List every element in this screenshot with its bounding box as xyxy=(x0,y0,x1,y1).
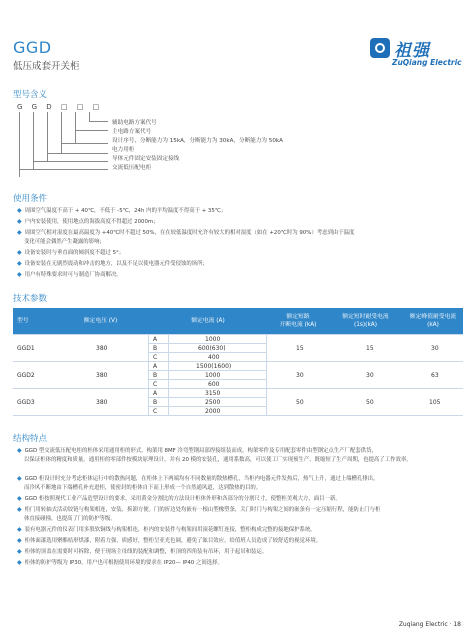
tree-line xyxy=(89,112,90,121)
structure-item xyxy=(17,495,457,503)
structure-item-continuation: 体直接碰撞，也提高了门的防护等级。 xyxy=(24,516,116,522)
condition-item-continuation: 变化可能会偶然产生凝露的影响； xyxy=(24,239,105,245)
table-cell-variant: C xyxy=(153,408,158,415)
tree-connector xyxy=(33,161,108,162)
table-cell-variant: A xyxy=(153,363,158,370)
table-cell-break: 15 xyxy=(296,345,304,352)
diamond-bullet-icon: ◆ xyxy=(17,495,22,502)
logo-mark-icon xyxy=(370,38,390,58)
structure-text: 柜门用转轴式活动铰链与构架相连，安装、拆卸方便。门的折边处均嵌有一根山型橡塑条，关门时门与构架之间的嵌条有一定压缩行程，能防止门与柜 xyxy=(24,507,381,513)
table-cell-voltage: 380 xyxy=(96,372,108,379)
row-divider xyxy=(148,397,266,398)
condition-text: 用户有特殊要求时可与制造厂协商解决。 xyxy=(24,272,122,278)
condition-text: 设备安装时与垂直面的倾斜度不超过 5°； xyxy=(24,250,125,256)
tree-connector xyxy=(89,121,108,122)
diamond-bullet-icon: ◆ xyxy=(17,548,22,555)
logo-chinese-text: 祖强 xyxy=(394,41,430,61)
structure-item xyxy=(17,548,457,556)
condition-text: 设备安装在无剧烈震动和冲击的地方，以及不足以使电器元件受侵蚀的场所； xyxy=(24,261,208,267)
col-header-peak: 额定峰值耐受电流 (kA) xyxy=(409,314,457,328)
diamond-bullet-icon: ◆ xyxy=(17,218,22,225)
col-header-break: 额定短路 开断电流 (kA) xyxy=(279,314,317,328)
logo-english-text: ZuQiang Electric xyxy=(392,58,462,67)
structure-item xyxy=(17,506,457,514)
structure-item xyxy=(17,475,457,483)
structure-item xyxy=(17,559,457,567)
structure-text: GGD 型交流低压配电柜的柜体采用通用柜的形式，构架用 8MF 冷弯型钢局部焊接组装而成，构架零件及专用配套零件由型钢定点生产厂配套供货， xyxy=(24,448,377,454)
condition-item xyxy=(17,218,457,226)
table-cell-model: GGD2 xyxy=(17,372,35,379)
tree-connector xyxy=(61,143,108,144)
table-cell-current: 600 xyxy=(208,381,220,388)
row-divider xyxy=(148,379,266,380)
structure-text: 柜体面漆选用聚酯桔形烘漆，附着力强，质感好，整柜呈亚光色调，避免了眩目效应，给值班人员造成了较舒适的视觉环境。 xyxy=(24,538,322,544)
table-cell-variant: C xyxy=(153,354,158,361)
page-subtitle: 低压成套开关柜 xyxy=(13,61,80,72)
table-cell-short: 15 xyxy=(366,345,374,352)
tree-line xyxy=(19,112,20,177)
model-item-design-number: 设计序号，分断能力为 15kA，分断能力为 30kA，分断能力为 50kA xyxy=(112,138,283,144)
col-header-model: 型号 xyxy=(17,318,29,324)
table-cell-current: 400 xyxy=(208,354,220,361)
row-divider xyxy=(13,388,463,389)
table-cell-variant: B xyxy=(153,372,158,379)
table-cell-current: 1000 xyxy=(205,372,221,379)
table-cell-variant: A xyxy=(153,390,158,397)
diamond-bullet-icon: ◆ xyxy=(17,271,22,278)
diamond-bullet-icon: ◆ xyxy=(17,249,22,256)
diamond-bullet-icon: ◆ xyxy=(17,475,22,482)
row-divider xyxy=(148,406,266,407)
tree-line xyxy=(61,112,62,153)
model-item-ac-low-voltage: 交流低压配电柜 xyxy=(112,165,152,171)
condition-item xyxy=(17,249,457,257)
condition-item xyxy=(17,271,457,279)
structure-text: 装有电器元件的仪表门用多股软铜线与构架相连，柜内的安装件与构架间用滚花螺钉连接，整柜构成完整的接地保护系统。 xyxy=(24,527,316,533)
table-cell-current: 2000 xyxy=(205,408,221,415)
row-divider xyxy=(13,334,463,335)
diamond-bullet-icon: ◆ xyxy=(17,447,22,454)
section-heading-model: 型号含义 xyxy=(13,90,48,100)
col-divider xyxy=(266,334,267,415)
row-divider xyxy=(13,361,463,362)
brand-logo xyxy=(370,38,465,70)
table-cell-current: 1000 xyxy=(205,336,221,343)
table-cell-peak: 105 xyxy=(429,399,441,406)
col-header-current: 额定电流 (A) xyxy=(191,318,225,324)
structure-item xyxy=(17,526,457,534)
table-cell-variant: B xyxy=(153,399,158,406)
model-item-power-cabinet: 电力用柜 xyxy=(112,147,135,153)
table-cell-variant: A xyxy=(153,336,158,343)
table-cell-peak: 30 xyxy=(431,345,439,352)
condition-text: 户内安装使用，使用地点的海拔高度不得超过 2000m； xyxy=(24,219,159,225)
diamond-bullet-icon: ◆ xyxy=(17,537,22,544)
table-cell-variant: B xyxy=(153,345,158,352)
structure-item xyxy=(17,537,457,545)
col-divider xyxy=(168,334,169,415)
table-header xyxy=(13,308,463,334)
tree-connector xyxy=(75,130,108,131)
tree-connector xyxy=(19,169,108,170)
row-divider xyxy=(13,415,463,416)
model-item-main-circuit: 主电路方案代号 xyxy=(112,129,152,135)
diamond-bullet-icon: ◆ xyxy=(17,526,22,533)
table-cell-voltage: 380 xyxy=(96,399,108,406)
diamond-bullet-icon: ◆ xyxy=(17,207,22,214)
page-footer: Zuqiang Electric · 18 xyxy=(398,621,461,628)
col-header-voltage: 额定电压 (V) xyxy=(83,318,118,324)
col-divider xyxy=(148,334,149,415)
page-title: GGD xyxy=(13,38,52,57)
section-heading-conditions: 使用条件 xyxy=(13,194,48,204)
table-cell-break: 50 xyxy=(296,399,304,406)
tree-line xyxy=(75,112,76,143)
diamond-bullet-icon: ◆ xyxy=(17,559,22,566)
table-cell-voltage: 380 xyxy=(96,345,108,352)
table-cell-variant: C xyxy=(153,381,158,388)
table-cell-break: 30 xyxy=(296,372,304,379)
table-cell-short: 50 xyxy=(366,399,374,406)
row-divider xyxy=(148,370,266,371)
table-cell-current: 600(630) xyxy=(198,345,226,352)
diamond-bullet-icon: ◆ xyxy=(17,260,22,267)
structure-item xyxy=(17,447,457,455)
structure-item-continuation: 以保证柜体的精度和质量。通用柜的零部件按模块原理设计，并有 20 模的安装孔，通用系数高，可以使工厂实现预生产，既缩短了生产周期，也提高了工作效率。 xyxy=(24,457,412,463)
row-divider xyxy=(148,352,266,353)
table-cell-peak: 63 xyxy=(431,372,439,379)
table-cell-current: 3150 xyxy=(205,390,221,397)
table-cell-short: 30 xyxy=(366,372,374,379)
model-item-fixed-install: 导体元件固定安装固定接线 xyxy=(112,156,180,162)
condition-item xyxy=(17,260,457,268)
condition-text: 周围空气相对湿度在最高温度为 +40℃时不超过 50%，在在较低温度时允许有较大的相对湿度（如在 +20℃时为 90%）考虑到由于温度 xyxy=(24,230,355,236)
col-header-short: 额定短时耐受电流 (1s)(kA) xyxy=(342,314,389,328)
diamond-bullet-icon: ◆ xyxy=(17,506,22,513)
condition-item xyxy=(17,229,457,237)
model-code: G G D □ □ □ xyxy=(17,103,103,111)
structure-item-continuation: 而冷风不断地由下端槽孔补充进柜，使密封的柜体自下而上形成一个自然通风道，达到散热的目的。 xyxy=(24,485,262,491)
structure-text: 柜体的防护等级为 IP30，用户也可根据使用环境的要求在 IP20— IP40 之间选择。 xyxy=(24,560,223,566)
table-cell-current: 1500(1600) xyxy=(196,363,232,370)
table-cell-model: GGD1 xyxy=(17,345,35,352)
table-cell-model: GGD3 xyxy=(17,399,35,406)
section-heading-tech: 技术参数 xyxy=(13,294,48,304)
structure-text: GGD 柜设计时充分考虑柜体运行中的散热问题，在柜体上下两端均有不同数量的散热槽孔，当柜内电器元件发热后，热气上升，通过上端槽孔排出， xyxy=(24,476,379,482)
table-cell-current: 2500 xyxy=(205,399,221,406)
tree-connector xyxy=(47,153,108,154)
row-divider xyxy=(148,343,266,344)
condition-text: 周围空气温度不高于 + 40℃，不低于 -5℃，24h 内的平均温度不得高于 + 35℃； xyxy=(24,208,227,214)
model-item-aux-circuit: 辅助电路方案代号 xyxy=(112,120,157,126)
diamond-bullet-icon: ◆ xyxy=(17,229,22,236)
section-heading-structure: 结构特点 xyxy=(13,434,48,444)
structure-text: GGD 柜按照现代工业产品造型设计的要求，采用黄金分割比的方法设计柜体外形和各部分的分割尺寸，使整柜美观大方，面目一新。 xyxy=(24,496,341,502)
structure-text: 柜体的顶盖在需要时可拆除，便于现场主母线的装配和调整，柜顶的四角装有吊环，用于起吊和装运。 xyxy=(24,549,268,555)
condition-item xyxy=(17,207,457,215)
